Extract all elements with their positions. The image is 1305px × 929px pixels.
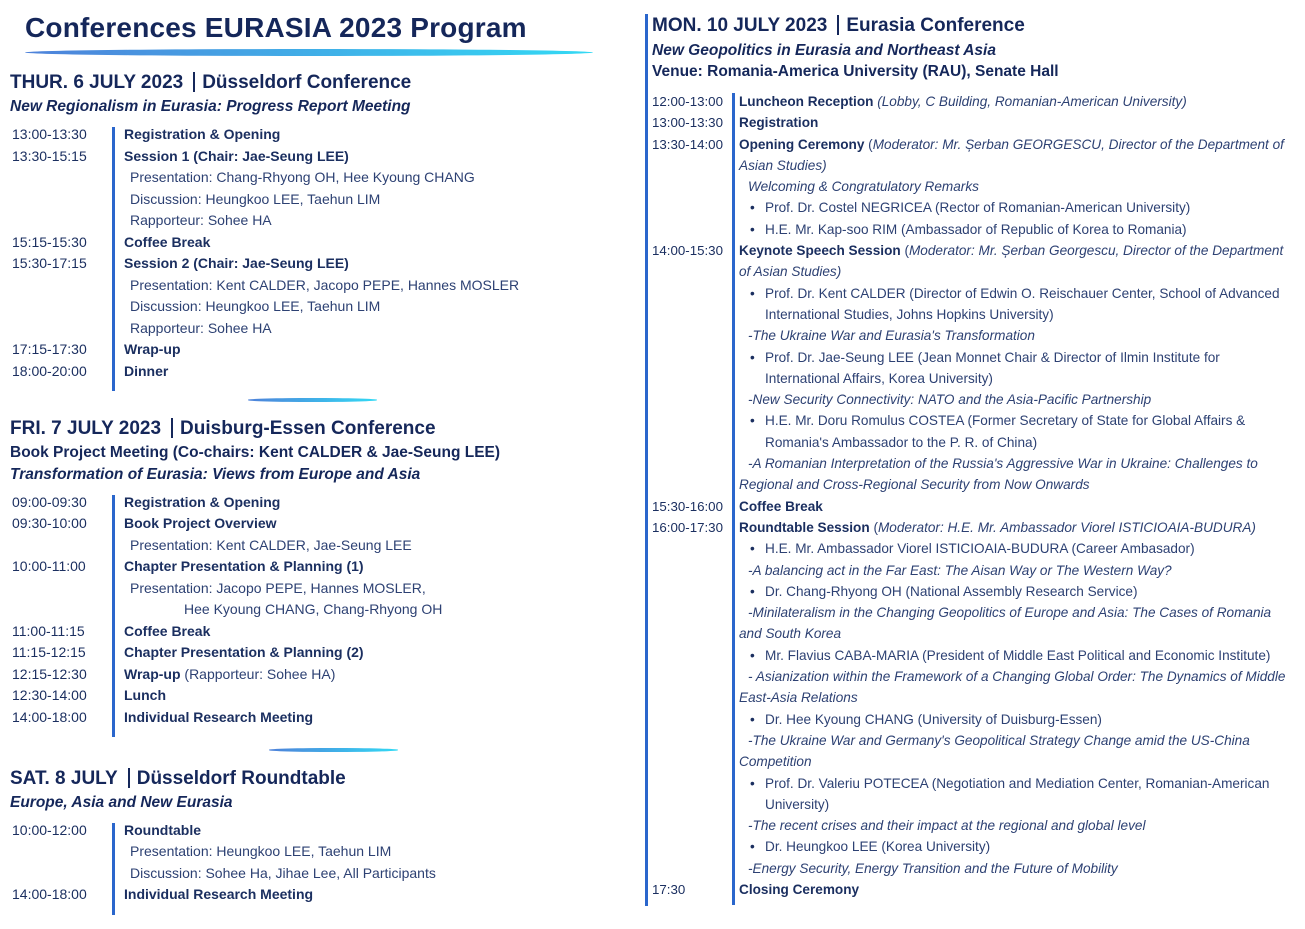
speaker-item [739,836,1292,857]
text-segment: Dinner [124,362,169,379]
text-segment: Registration & Opening [124,126,281,142]
speaker-item [739,645,1292,666]
event-line [739,517,1292,538]
row-content [732,496,1292,517]
schedule-row [652,879,1302,900]
speaker-item [739,347,1292,390]
text-segment: Presentation: Jacopo PEPE, Hannes MOSLER, [130,579,426,596]
header-separator-bar [128,768,130,788]
section-header [652,14,1302,38]
header-separator-bar [837,15,839,35]
section-subtitle: New Geopolitics in Eurasia and Northeast Asia [652,42,996,59]
section-header [10,71,642,95]
text-segment: Welcoming & Congratulatory Remarks [748,179,979,195]
event-line [124,621,642,643]
event-line [124,361,642,383]
schedule-row [12,124,642,146]
text-segment: Discussion: Heungkoo LEE, Taehun LIM [130,298,381,314]
schedule-row [12,492,642,514]
row-content [732,240,1292,496]
row-content [114,556,642,621]
schedule-row [12,339,642,361]
section-divider-gradient [269,748,398,752]
right-schedule [652,91,1302,900]
speaker-item [739,410,1292,453]
schedule-row [652,240,1302,496]
event-line [124,884,642,906]
text-segment: Roundtable [124,821,201,838]
event-line [739,112,1292,133]
event-line [124,253,642,275]
conference-section [10,767,642,906]
schedule-row [652,517,1302,879]
text-segment: Coffee Break [739,498,823,514]
section-date: SAT. 8 JULY [10,767,118,789]
schedule-row [12,232,642,254]
text-segment: Luncheon Reception [739,94,878,109]
row-content [114,253,642,339]
schedule-row [12,253,642,339]
section-date: MON. 10 JULY 2023 [652,15,828,36]
time-range: 13:30-14:00 [652,136,723,152]
text-segment: (Rapporteur: Sohee HA) [180,665,336,682]
detail-line [124,189,642,211]
row-content [114,884,642,906]
header-separator-bar [193,72,195,92]
time-range: 17:15-17:30 [12,341,87,357]
schedule [10,820,642,906]
schedule-row [12,707,642,729]
detail-line [124,863,642,885]
text-segment: - Asianization within the Framework of a Changing Global Order: The Dynamics of Middle East-Asia Relations [739,669,1286,706]
section-title: Eurasia Conference [846,15,1025,36]
text-segment: -New Security Connectivity: NATO and the Asia-Pacific Partnership [748,392,1152,408]
row-content [114,664,642,686]
row-content [114,820,642,885]
section-header [10,417,642,441]
talk-title [739,602,1292,645]
row-content [114,685,642,707]
text-segment: -Minilateralism in the Changing Geopolitics of Europe and Asia: The Cases of Romania and South Korea [739,605,1272,642]
row-content [114,513,642,556]
text-segment: Individual Research Meeting [124,886,314,902]
schedule-row [12,642,642,664]
section-subtitle: Transformation of Eurasia: Views from Europe and Asia [10,465,421,483]
schedule-row [12,361,642,383]
text-segment: Registration & Opening [124,493,281,510]
event-line [124,492,642,514]
row-content [114,492,642,514]
time-range: 09:30-10:00 [12,515,87,531]
event-line [124,146,642,168]
text-segment: Discussion: Sohee Ha, Jihae Lee, All Participants [130,864,436,881]
time-range: 12:30-14:00 [12,687,87,703]
text-segment: Coffee Break [124,622,211,639]
text-segment: Session 1 (Chair: Jae-Seung LEE) [124,147,349,164]
text-segment: -The recent crises and their impact at the regional and global level [748,818,1146,834]
talk-title [739,453,1292,496]
event-line [739,496,1292,517]
talk-title [739,730,1292,773]
schedule-row [12,146,642,232]
text-segment: ( [900,243,909,259]
speaker-item [739,197,1292,218]
time-range: 13:30-15:15 [12,147,87,164]
section-title: Düsseldorf Conference [202,72,412,93]
row-content [114,621,642,643]
text-segment: H.E. Mr. Ambassador Viorel ISTICIOAIA-BUDURA (Career Ambasador) [765,541,1195,557]
text-segment: Dr. Hee Kyoung CHANG (University of Duisburg-Essen) [765,711,1102,727]
text-segment: Book Project Overview [124,515,277,531]
row-content [732,112,1292,133]
event-line [739,879,1292,900]
detail-line [124,841,642,863]
talk-title [739,325,1292,346]
event-line [124,513,642,535]
speaker-item [739,773,1292,816]
talk-title [739,858,1292,879]
row-content [114,707,642,729]
section-date: THUR. 6 JULY 2023 [10,72,184,93]
time-range: 13:00-13:30 [652,115,723,131]
section-venue: Venue: Romania-America University (RAU), Senate Hall [652,63,1059,80]
event-line [124,124,642,146]
text-segment: Presentation: Kent CALDER, Jacopo PEPE, Hannes MOSLER [130,276,520,293]
text-segment: -A Romanian Interpretation of the Russia's Aggressive War in Ukraine: Challenges to Regional and Cross-Regional Security from Now Onwards [739,456,1258,493]
detail-line [124,210,642,232]
time-range: 18:00-20:00 [12,362,87,379]
text-segment: Closing Ceremony [739,881,860,897]
text-segment: Prof. Dr. Jae-Seung LEE (Jean Monnet Chair & Director of Ilmin Institute for International Affairs, Korea University) [765,349,1220,386]
row-content [114,124,642,146]
event-line [124,232,642,254]
text-segment: Session 2 (Chair: Jae-Seung LEE) [124,255,349,271]
text-segment: Lunch [124,687,166,703]
text-segment: Dr. Chang-Rhyong OH (National Assembly Research Service) [765,583,1138,599]
text-segment: Prof. Dr. Costel NEGRICEA (Rector of Romanian-American University) [765,200,1191,216]
event-line [739,91,1292,112]
detail-line [124,167,642,189]
schedule-row [652,112,1302,133]
column-divider-line [645,14,648,906]
section-header [10,767,642,791]
event-line [124,556,642,578]
text-segment: Mr. Flavius CABA-MARIA (President of Middle East Political and Economic Institute) [765,647,1271,663]
detail-line [124,599,642,621]
text-segment: -Energy Security, Energy Transition and the Future of Mobility [748,860,1118,876]
text-segment: Registration [739,115,819,131]
time-range: 15:30-16:00 [652,498,723,514]
speaker-item [739,219,1292,240]
header-separator-bar [171,418,173,438]
event-line [124,642,642,664]
speaker-item [739,538,1292,559]
schedule-row [12,513,642,556]
speaker-item [739,581,1292,602]
text-segment: Opening Ceremony [739,136,865,152]
text-segment: Dr. Heungkoo LEE (Korea University) [765,839,991,855]
row-content [732,517,1292,879]
text-segment: Presentation: Heungkoo LEE, Taehun LIM [130,843,392,859]
section-subtitle: Europe, Asia and New Eurasia [10,793,233,811]
row-content [114,339,642,361]
text-segment: Wrap-up [124,665,181,682]
right-column [652,14,1302,900]
text-segment: ( [864,136,873,152]
schedule [10,124,642,382]
time-range: 12:00-13:00 [652,94,723,109]
time-range: 11:00-11:15 [12,622,85,639]
row-content [732,91,1292,112]
text-segment: Individual Research Meeting [124,708,314,725]
text-segment: Chapter Presentation & Planning (1) [124,558,364,574]
text-segment: H.E. Mr. Doru Romulus COSTEA (Former Secretary of State for Global Affairs & Romania's Ambassador to the P. R. of China) [765,413,1246,450]
event-line [739,240,1292,283]
text-segment: ( [869,519,878,535]
event-line [124,664,642,686]
text-segment: Rapporteur: Sohee HA [130,319,272,336]
schedule-row [12,621,642,643]
talk-title [739,666,1292,709]
conference-section [10,417,642,729]
schedule-row [12,664,642,686]
schedule-row [652,91,1302,112]
text-segment: Coffee Break [124,233,211,250]
schedule-row [12,820,642,885]
section-title: Düsseldorf Roundtable [136,767,346,789]
schedule [10,492,642,729]
row-content [732,879,1292,900]
speaker-item [739,709,1292,730]
schedule-row [652,496,1302,517]
time-range: 10:00-12:00 [12,821,87,838]
title-underline-gradient [25,49,593,56]
speaker-item [739,283,1292,326]
row-content [732,134,1292,240]
talk-title [739,560,1292,581]
detail-line [124,578,642,600]
text-segment: Moderator: H.E. Mr. Ambassador Viorel ISTICIOAIA-BUDURA) [877,519,1256,535]
text-segment: (Lobby, C Building, Romanian-American University) [877,94,1187,109]
text-segment: Wrap-up [124,341,181,357]
text-segment: Roundtable Session [739,519,870,535]
section-title: Duisburg-Essen Conference [180,417,436,439]
time-range: 13:00-13:30 [12,126,87,142]
left-sections [10,71,642,906]
time-range: 15:15-15:30 [12,233,87,250]
event-line [124,339,642,361]
event-line [124,820,642,842]
section-subtitle: Book Project Meeting (Co-chairs: Kent CALDER & Jae-Seung LEE) [10,443,501,461]
text-segment: Rapporteur: Sohee HA [130,212,272,228]
schedule-row [12,556,642,621]
text-segment: Presentation: Chang-Rhyong OH, Hee Kyoung CHANG [130,169,475,185]
text-segment: Discussion: Heungkoo LEE, Taehun LIM [130,190,381,207]
schedule-row [652,134,1302,240]
remarks-line [739,176,1292,197]
time-range: 10:00-11:00 [12,558,86,574]
row-content [114,232,642,254]
time-range: 11:15-12:15 [12,644,86,660]
schedule-row [12,884,642,906]
event-line [739,134,1292,177]
time-range: 15:30-17:15 [12,255,87,271]
text-segment: Keynote Speech Session [739,243,901,259]
page-title: Conferences EURASIA 2023 Program [25,12,527,43]
conference-section [10,71,642,382]
row-content [114,146,642,232]
text-segment: Moderator: Mr. Șerban Georgescu, Director of the Department of Asian Studies) [739,243,1284,280]
section-subtitle: New Regionalism in Eurasia: Progress Report Meeting [10,98,411,115]
detail-line [124,535,642,557]
detail-line [124,296,642,318]
schedule-row [12,685,642,707]
row-content [114,361,642,383]
text-segment: Prof. Dr. Kent CALDER (Director of Edwin O. Reischauer Center, School of Advanced International Studies, Johns Hopkins University) [765,285,1280,322]
text-segment: H.E. Mr. Kap-soo RIM (Ambassador of Republic of Korea to Romania) [765,221,1187,237]
text-segment: Prof. Dr. Valeriu POTECEA (Negotiation and Mediation Center, Romanian-American University) [765,775,1270,812]
talk-title [739,815,1292,836]
time-range: 12:15-12:30 [12,665,87,682]
detail-line [124,318,642,340]
text-segment: Presentation: Kent CALDER, Jae-Seung LEE [130,536,412,553]
time-range: 14:00-18:00 [12,886,87,902]
text-segment: Moderator: Mr. Șerban GEORGESCU, Director of the Department of Asian Studies) [739,136,1284,173]
text-segment: -The Ukraine War and Germany's Geopolitical Strategy Change amid the US-China Competition [739,732,1250,770]
section-date: FRI. 7 JULY 2023 [10,417,162,439]
time-range: 14:00-15:30 [652,243,723,259]
left-column [10,10,642,906]
time-range: 17:30 [652,881,686,897]
section-divider-gradient [248,398,377,402]
text-segment: Hee Kyoung CHANG, Chang-Rhyong OH [184,601,443,617]
time-range: 16:00-17:30 [652,519,723,535]
text-segment: -A balancing act in the Far East: The Aisan Way or The Western Way? [748,562,1172,578]
time-range: 09:00-09:30 [12,493,87,510]
event-line [124,685,642,707]
event-line [124,707,642,729]
detail-line [124,275,642,297]
row-content [114,642,642,664]
talk-title [739,389,1292,410]
text-segment: Chapter Presentation & Planning (2) [124,644,364,660]
time-range: 14:00-18:00 [12,708,87,725]
text-segment: -The Ukraine War and Eurasia's Transformation [748,328,1035,344]
